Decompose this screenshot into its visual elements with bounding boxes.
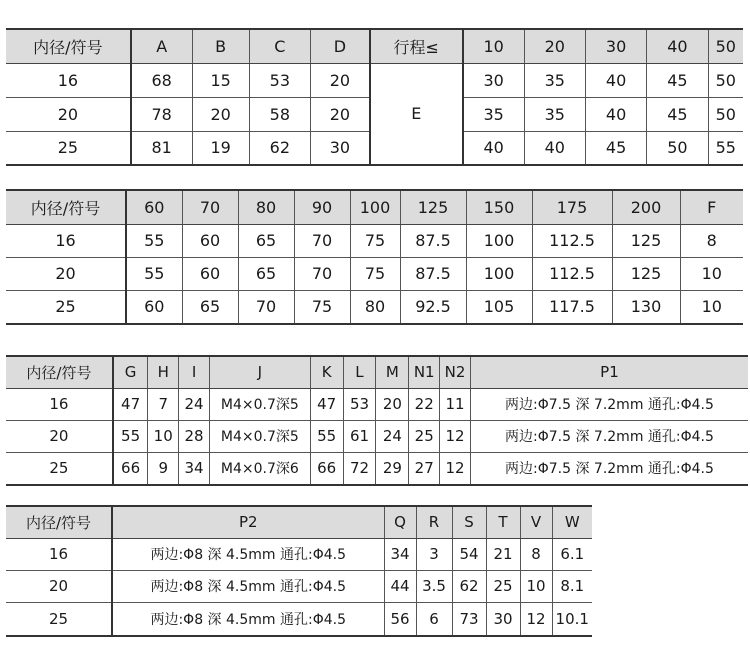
header-cell: A — [131, 29, 192, 63]
table-cell: 34 — [384, 538, 416, 570]
header-cell: C — [249, 29, 310, 63]
table-cell: 19 — [192, 131, 249, 165]
table-cell: 47 — [113, 388, 148, 420]
header-cell: H — [148, 356, 179, 388]
table-cell: 40 — [585, 97, 646, 131]
table-cell: 25 — [486, 570, 520, 602]
table-cell: 100 — [466, 257, 532, 290]
table-cell: 两边:Φ8 深 4.5mm 通孔:Φ4.5 — [112, 570, 384, 602]
table-row — [6, 224, 743, 257]
header-cell: 内径/符号 — [6, 506, 112, 538]
table-cell: 75 — [350, 224, 400, 257]
table-cell: 3.5 — [416, 570, 452, 602]
table-cell: 28 — [179, 420, 210, 452]
table-cell: 73 — [452, 602, 486, 636]
table-row — [6, 257, 743, 290]
header-cell: 内径/符号 — [6, 356, 113, 388]
header-cell: 200 — [612, 190, 680, 224]
table-cell: 87.5 — [400, 224, 466, 257]
table-cell: 30 — [311, 131, 370, 165]
table-cell: 12 — [520, 602, 552, 636]
table-cell: 30 — [463, 63, 524, 97]
table-cell: 8 — [680, 224, 743, 257]
bore-cell: 20 — [6, 97, 131, 131]
table-cell: 两边:Φ7.5 深 7.2mm 通孔:Φ4.5 — [470, 420, 748, 452]
table-cell: 55 — [113, 420, 148, 452]
table-cell: 24 — [179, 388, 210, 420]
header-cell: J — [209, 356, 310, 388]
table-cell: 68 — [131, 63, 192, 97]
table-cell: 6 — [416, 602, 452, 636]
bore-cell: 25 — [6, 452, 113, 485]
table-cell: 24 — [376, 420, 409, 452]
header-cell: L — [343, 356, 376, 388]
table-header-row — [6, 506, 592, 538]
table-cell: 112.5 — [532, 224, 612, 257]
table-cell: 100 — [466, 224, 532, 257]
table-cell: 20 — [311, 97, 370, 131]
header-cell: 60 — [126, 190, 182, 224]
table-cell: 117.5 — [532, 290, 612, 324]
bore-cell: 25 — [6, 290, 126, 324]
table-cell: 40 — [585, 63, 646, 97]
table-cell: 60 — [182, 224, 238, 257]
table-cell: 66 — [113, 452, 148, 485]
header-cell: P2 — [112, 506, 384, 538]
header-cell: P1 — [470, 356, 748, 388]
table-cell: 3 — [416, 538, 452, 570]
table-cell: 55 — [310, 420, 343, 452]
table-cell: 44 — [384, 570, 416, 602]
table-cell: 50 — [647, 131, 708, 165]
header-cell: 100 — [350, 190, 400, 224]
table-cell: 两边:Φ7.5 深 7.2mm 通孔:Φ4.5 — [470, 388, 748, 420]
header-cell: 30 — [585, 29, 646, 63]
table-cell: 70 — [294, 257, 350, 290]
header-cell: 150 — [466, 190, 532, 224]
header-cell: 内径/符号 — [6, 190, 126, 224]
header-cell: V — [520, 506, 552, 538]
header-cell: G — [113, 356, 148, 388]
table-row — [6, 602, 592, 636]
table-cell: 55 — [126, 224, 182, 257]
header-cell: 70 — [182, 190, 238, 224]
header-cell: M — [376, 356, 409, 388]
table-cell: 22 — [409, 388, 440, 420]
bore-cell: 25 — [6, 131, 131, 165]
bore-cell: 20 — [6, 420, 113, 452]
header-cell: 20 — [524, 29, 585, 63]
table-cell: 两边:Φ7.5 深 7.2mm 通孔:Φ4.5 — [470, 452, 748, 485]
table-cell: 35 — [463, 97, 524, 131]
table-cell: 21 — [486, 538, 520, 570]
table-cell: 60 — [182, 257, 238, 290]
table-cell: 125 — [612, 224, 680, 257]
table-cell: 20 — [192, 97, 249, 131]
table-cell: 56 — [384, 602, 416, 636]
header-cell: 内径/符号 — [6, 29, 131, 63]
header-cell: S — [452, 506, 486, 538]
table-cell: 62 — [452, 570, 486, 602]
header-cell: F — [680, 190, 743, 224]
table-cell: 87.5 — [400, 257, 466, 290]
table-cell: 45 — [647, 97, 708, 131]
header-cell: D — [311, 29, 370, 63]
header-cell: Q — [384, 506, 416, 538]
header-cell: 50 — [708, 29, 743, 63]
header-cell: 10 — [463, 29, 524, 63]
header-cell: K — [310, 356, 343, 388]
header-cell: T — [486, 506, 520, 538]
table-cell: 10 — [680, 290, 743, 324]
table-cell: 78 — [131, 97, 192, 131]
table-cell: 15 — [192, 63, 249, 97]
table-cell: 50 — [708, 63, 743, 97]
header-cell: 40 — [647, 29, 708, 63]
table-cell: 20 — [376, 388, 409, 420]
table-cell: 62 — [249, 131, 310, 165]
table-cell: 40 — [463, 131, 524, 165]
table-cell: 66 — [310, 452, 343, 485]
bore-cell: 16 — [6, 224, 126, 257]
dimension-table-3 — [6, 355, 748, 486]
table-cell: 11 — [440, 388, 471, 420]
table-row — [6, 452, 748, 485]
table-cell: 34 — [179, 452, 210, 485]
table-cell: 55 — [126, 257, 182, 290]
table-row — [6, 570, 592, 602]
table-cell: 10 — [520, 570, 552, 602]
bore-cell: 16 — [6, 388, 113, 420]
table-header-row — [6, 356, 748, 388]
table-cell: 112.5 — [532, 257, 612, 290]
table-cell: 55 — [708, 131, 743, 165]
header-cell: 90 — [294, 190, 350, 224]
table-cell: 53 — [249, 63, 310, 97]
table-cell: 30 — [486, 602, 520, 636]
table-cell: 27 — [409, 452, 440, 485]
table-cell: M4×0.7深5 — [209, 420, 310, 452]
table-cell: 10 — [680, 257, 743, 290]
table-cell: 20 — [311, 63, 370, 97]
dimension-table-2 — [6, 189, 743, 325]
table-cell: 9 — [148, 452, 179, 485]
table-row — [6, 420, 748, 452]
bore-cell: 25 — [6, 602, 112, 636]
table-cell: 25 — [409, 420, 440, 452]
table-row — [6, 63, 743, 97]
header-cell: R — [416, 506, 452, 538]
table-cell: 75 — [350, 257, 400, 290]
header-cell: 行程≤ — [370, 29, 463, 63]
header-cell: W — [552, 506, 592, 538]
table-cell: 10 — [148, 420, 179, 452]
table-cell: 70 — [294, 224, 350, 257]
table-cell: 81 — [131, 131, 192, 165]
table-cell: 65 — [238, 224, 294, 257]
header-cell: B — [192, 29, 249, 63]
header-cell: 175 — [532, 190, 612, 224]
table-cell: 35 — [524, 97, 585, 131]
e-label-cell: E — [370, 63, 463, 165]
table-cell: 29 — [376, 452, 409, 485]
table-cell: 45 — [585, 131, 646, 165]
table-cell: 两边:Φ8 深 4.5mm 通孔:Φ4.5 — [112, 538, 384, 570]
table-cell: 10.1 — [552, 602, 592, 636]
bore-cell: 16 — [6, 63, 131, 97]
table-row — [6, 538, 592, 570]
table-cell: 两边:Φ8 深 4.5mm 通孔:Φ4.5 — [112, 602, 384, 636]
dimension-table-1 — [6, 28, 743, 166]
header-cell: 80 — [238, 190, 294, 224]
table-cell: 8 — [520, 538, 552, 570]
table-header-row — [6, 190, 743, 224]
table-row — [6, 290, 743, 324]
table-cell: 50 — [708, 97, 743, 131]
table-cell: 75 — [294, 290, 350, 324]
table-cell: 12 — [440, 452, 471, 485]
table-cell: 58 — [249, 97, 310, 131]
table-cell: 70 — [238, 290, 294, 324]
table-cell: 8.1 — [552, 570, 592, 602]
table-cell: M4×0.7深6 — [209, 452, 310, 485]
header-cell: N1 — [409, 356, 440, 388]
table-cell: 65 — [238, 257, 294, 290]
header-cell: N2 — [440, 356, 471, 388]
table-cell: 35 — [524, 63, 585, 97]
header-cell: 125 — [400, 190, 466, 224]
table-cell: 45 — [647, 63, 708, 97]
header-cell: I — [179, 356, 210, 388]
table-cell: 47 — [310, 388, 343, 420]
table-cell: 60 — [126, 290, 182, 324]
table-cell: 80 — [350, 290, 400, 324]
table-cell: 7 — [148, 388, 179, 420]
table-header-row — [6, 29, 743, 63]
table-cell: 105 — [466, 290, 532, 324]
table-cell: 125 — [612, 257, 680, 290]
table-cell: 72 — [343, 452, 376, 485]
bore-cell: 20 — [6, 570, 112, 602]
table-cell: 61 — [343, 420, 376, 452]
bore-cell: 20 — [6, 257, 126, 290]
dimension-table-4 — [6, 505, 592, 637]
table-cell: 130 — [612, 290, 680, 324]
table-cell: M4×0.7深5 — [209, 388, 310, 420]
table-cell: 92.5 — [400, 290, 466, 324]
table-cell: 40 — [524, 131, 585, 165]
table-row — [6, 388, 748, 420]
bore-cell: 16 — [6, 538, 112, 570]
table-cell: 54 — [452, 538, 486, 570]
table-cell: 6.1 — [552, 538, 592, 570]
table-cell: 12 — [440, 420, 471, 452]
table-cell: 53 — [343, 388, 376, 420]
table-cell: 65 — [182, 290, 238, 324]
